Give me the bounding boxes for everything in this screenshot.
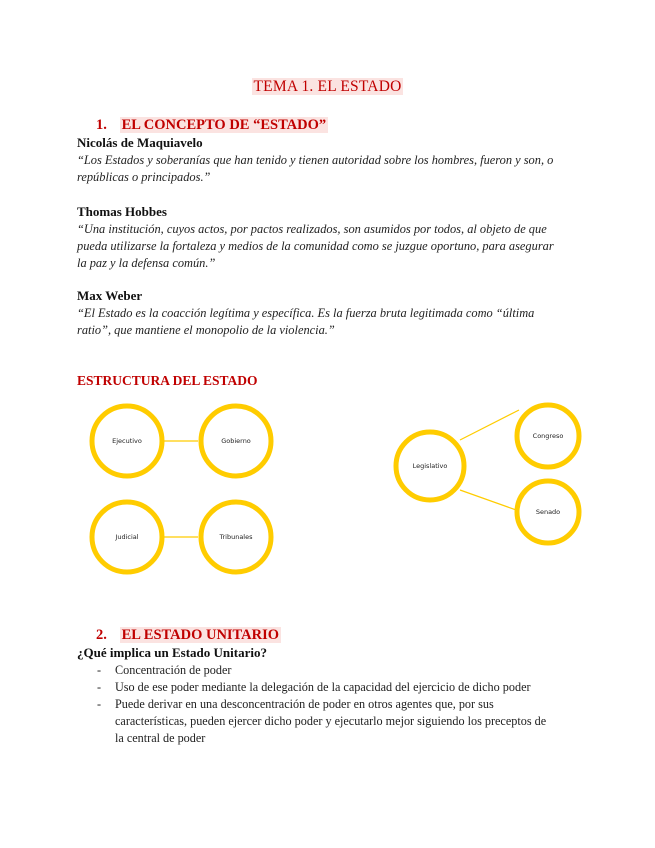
node-label-judicial: Judicial [115,533,139,541]
quote-line: pueda utilizarse la fortaleza y medios de la comunidad como se juzgue oportuno, para asegurar [77,239,554,253]
quote-line: la paz y la defensa común.” [77,256,216,270]
section-1-number: 1. [96,117,107,133]
quote-line: “Los Estados y soberanías que han tenido y tienen autoridad sobre los hombres, fueron y son, o [77,153,554,167]
bullet-line: Puede derivar en una desconcentración de poder en otros agentes que, por sus [115,697,494,711]
quote-line: repúblicas o principados.” [77,170,211,184]
list-item [77,696,577,747]
section-1-label: EL CONCEPTO DE “ESTADO” [121,117,327,133]
page-title-text: TEMA 1. EL ESTADO [253,78,402,95]
node-label-congreso: Congreso [532,432,564,440]
list-item [77,679,577,696]
node-label-senado: Senado [535,508,561,516]
section-2-number: 2. [96,627,107,643]
question-heading: ¿Qué implica un Estado Unitario? [77,645,267,660]
bullet-line: Concentración de poder [115,663,232,677]
bullet-dash: - [97,680,102,694]
bullet-line: características, pueden ejercer dicho poder y ejecutarlo mejor siguiendo los preceptos de [115,714,547,728]
quote-author-weber: Max Weber [77,288,143,303]
section-2-label: EL ESTADO UNITARIO [121,627,280,643]
bullet-line: la central de poder [115,731,206,745]
quote-author-hobbes: Thomas Hobbes [77,204,167,219]
bullet-line: Uso de ese poder mediante la delegación de la capacidad del ejercicio de dicho poder [115,680,531,694]
connector-legislativo-senado [460,490,519,511]
node-label-tribunales: Tribunales [219,533,253,541]
bullet-dash: - [97,697,102,711]
quote-line: ratio”, que mantiene el monopolio de la violencia.” [77,323,335,337]
quote-author-maquiavelo: Nicolás de Maquiavelo [77,135,203,150]
quote-line: “El Estado es la coacción legítima y específica. Es la fuerza bruta legitimada como “última [77,306,535,320]
bullet-dash: - [97,663,102,677]
structure-heading: ESTRUCTURA DEL ESTADO [77,373,258,388]
section-2-heading [96,627,281,644]
node-label-gobierno: Gobierno [221,437,251,445]
node-label-ejecutivo: Ejecutivo [112,437,142,445]
node-label-legislativo: Legislativo [412,462,448,470]
list-item [77,662,577,679]
bullet-list [77,662,577,747]
quote-line: “Una institución, cuyos actos, por pactos realizados, son asumidos por todos, al objeto de que [77,222,547,236]
connector-legislativo-congreso [460,410,519,440]
